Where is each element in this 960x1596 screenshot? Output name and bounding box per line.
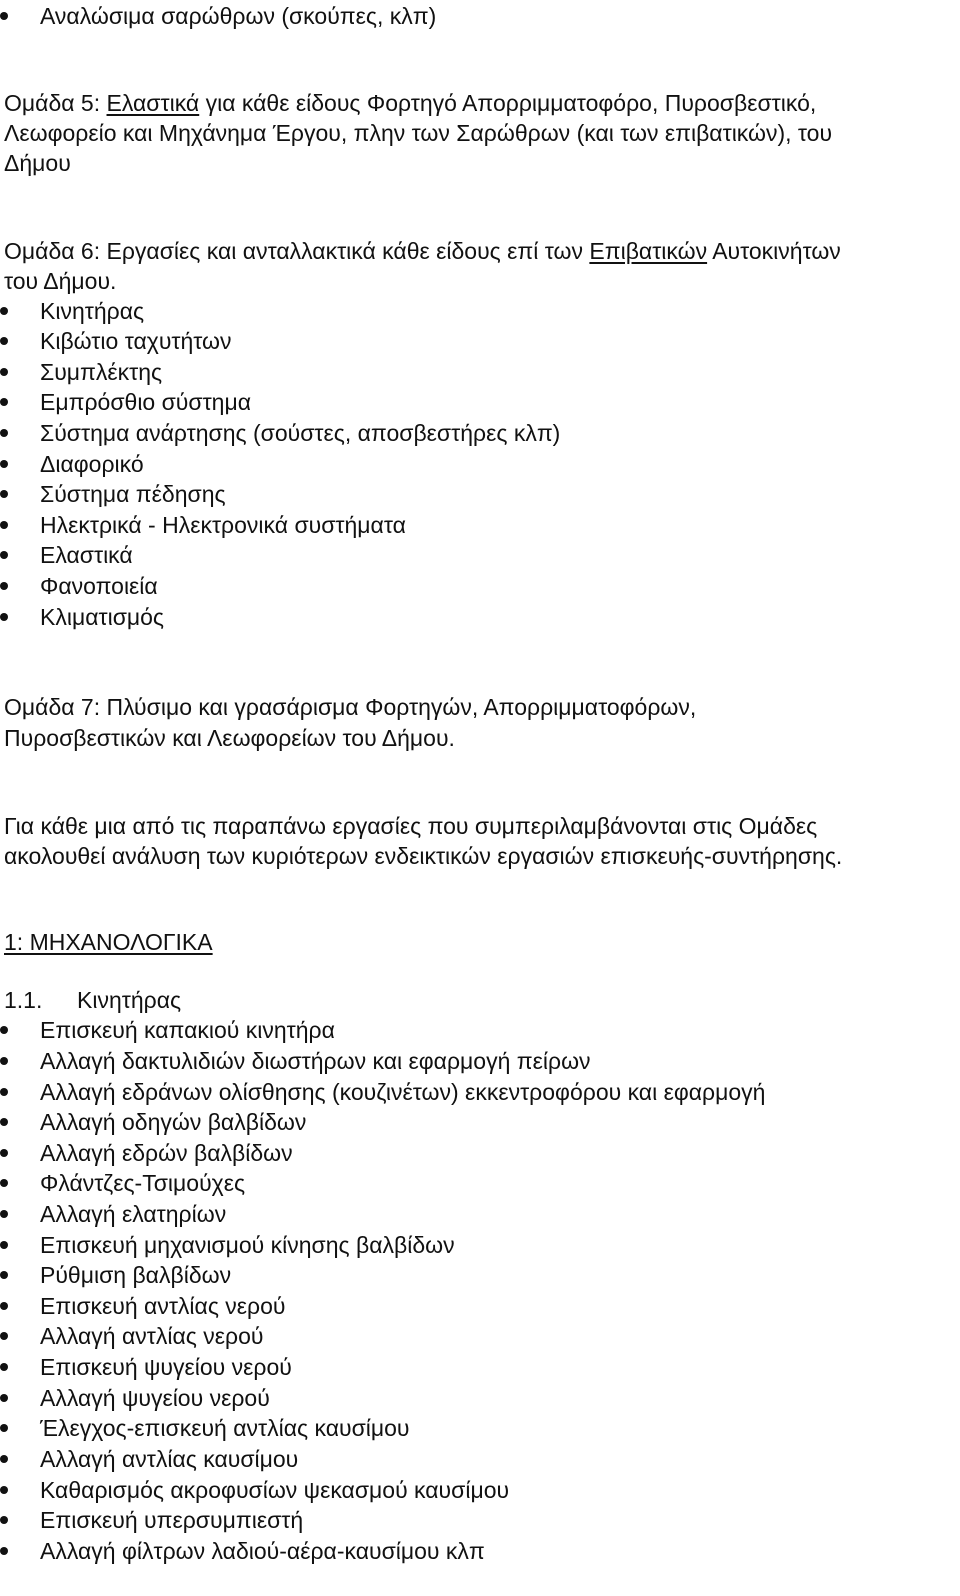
list-item-text: Επισκευή υπερσυμπιεστή [40,1507,304,1533]
list-item-text: Αναλώσιμα σαρώθρων (σκούπες, κλπ) [40,3,437,29]
list-item-text: Συμπλέκτης [40,359,163,385]
list-item-text: Σύστημα πέδησης [40,481,226,507]
bullet-icon [0,1026,8,1034]
bullet-icon [0,337,8,345]
bullet-icon [0,1332,8,1340]
group6-line2: του Δήμου. [4,268,117,294]
list-item-text: Επισκευή μηχανισμού κίνησης βαλβίδων [40,1232,455,1258]
group7-line1: Ομάδα 7: Πλύσιμο και γρασάρισμα Φορτηγών, Απορριμματοφόρων, [4,694,697,720]
intro-line1 [4,811,940,841]
bullet-icon [0,398,8,406]
list-item-text: Αλλαγή αντλίας νερού [40,1323,264,1349]
bullet-icon [0,1179,8,1187]
list-item-text: Επισκευή καπακιού κινητήρα [40,1017,335,1043]
group5-link[interactable]: Ελαστικά [106,90,200,116]
group5-prefix: Ομάδα 5: [4,90,107,116]
list-item-text: Ρύθμιση βαλβίδων [40,1262,232,1288]
group6-prefix: Ομάδα 6: Εργασίες και ανταλλακτικά κάθε είδους επί των [4,238,590,264]
list-item-text: Αλλαγή οδηγών βαλβίδων [40,1109,307,1135]
bullet-icon [0,1088,8,1096]
section-title-text: 1: ΜΗΧΑΝΟΛΟΓΙΚΑ [4,929,213,955]
bullet-icon [0,429,8,437]
list-item-text: Επισκευή ψυγείου νερού [40,1354,292,1380]
intro-line1-text: Για κάθε μια από τις παραπάνω εργασίες που συμπεριλαμβάνονται στις Ομάδες [4,813,818,839]
bullet-icon [0,490,8,498]
bullet-icon [0,582,8,590]
list-item-text: Ελαστικά [40,542,133,568]
bullet-icon [0,12,8,20]
bullet-icon [0,1210,8,1218]
bullet-icon [0,1455,8,1463]
list-item-text: Αλλαγή εδρών βαλβίδων [40,1140,293,1166]
bullet-icon [0,460,8,468]
list-item-text: Αλλαγή δακτυλιδιών διωστήρων και εφαρμογή πείρων [40,1048,591,1074]
subsection-heading [4,985,182,1015]
subsection-title: Κινητήρας [77,987,182,1013]
group5-heading [4,88,816,118]
list-item-text: Αλλαγή εδράνων ολίσθησης (κουζινέτων) εκκεντροφόρου και εφαρμογή [40,1079,766,1105]
list-item-text: Φανοποιεία [40,573,158,599]
list-item-text: Εμπρόσθιο σύστημα [40,389,252,415]
list-item-text: Κλιματισμός [40,604,165,630]
bullet-icon [0,1516,8,1524]
group6-heading [4,236,841,266]
group7-line2: Πυροσβεστικών και Λεωφορείων του Δήμου. [4,725,455,751]
list-item-text: Καθαρισμός ακροφυσίων ψεκασμού καυσίμου [40,1477,510,1503]
list-item-text: Αλλαγή φίλτρων λαδιού-αέρα-καυσίμου κλπ [40,1538,485,1564]
subsection-number: 1.1. [4,987,43,1013]
group5-line2: Λεωφορείο και Μηχάνημα Έργου, πλην των Σαρώθρων (και των επιβατικών), του [4,120,833,146]
bullet-icon [0,368,8,376]
bullet-icon [0,1302,8,1310]
bullet-icon [0,521,8,529]
bullet-icon [0,307,8,315]
bullet-icon [0,551,8,559]
bullet-icon [0,1394,8,1402]
list-item-text: Έλεγχος-επισκευή αντλίας καυσίμου [40,1415,410,1441]
list-item-text: Αλλαγή ψυγείου νερού [40,1385,270,1411]
list-item-text: Κιβώτιο ταχυτήτων [40,328,232,354]
bullet-icon [0,1486,8,1494]
section-title [4,927,213,957]
group5-line3: Δήμου [4,150,71,176]
list-item-text: Σύστημα ανάρτησης (σούστες, αποσβεστήρες κλπ) [40,420,561,446]
bullet-icon [0,1547,8,1555]
group6-rest: Αυτοκινήτων [707,238,841,264]
list-item-text: Διαφορικό [40,451,144,477]
list-item-text: Κινητήρας [40,298,145,324]
bullet-icon [0,1118,8,1126]
intro-line2: ακολουθεί ανάλυση των κυριότερων ενδεικτικών εργασιών επισκευής-συντήρησης. [4,843,843,869]
list-item-text: Αλλαγή ελατηρίων [40,1201,227,1227]
bullet-icon [0,1271,8,1279]
bullet-icon [0,613,8,621]
bullet-icon [0,1057,8,1065]
list-item-text: Αλλαγή αντλίας καυσίμου [40,1446,299,1472]
list-item-text: Επισκευή αντλίας νερού [40,1293,286,1319]
bullet-icon [0,1363,8,1371]
list-item-text: Φλάντζες-Τσιμούχες [40,1170,246,1196]
group5-rest: για κάθε είδους Φορτηγό Απορριμματοφόρο, Πυροσβεστικό, [199,90,817,116]
bullet-icon [0,1241,8,1249]
bullet-icon [0,1424,8,1432]
group6-link[interactable]: Επιβατικών [589,238,708,264]
bullet-icon [0,1149,8,1157]
list-item-text: Ηλεκτρικά - Ηλεκτρονικά συστήματα [40,512,406,538]
